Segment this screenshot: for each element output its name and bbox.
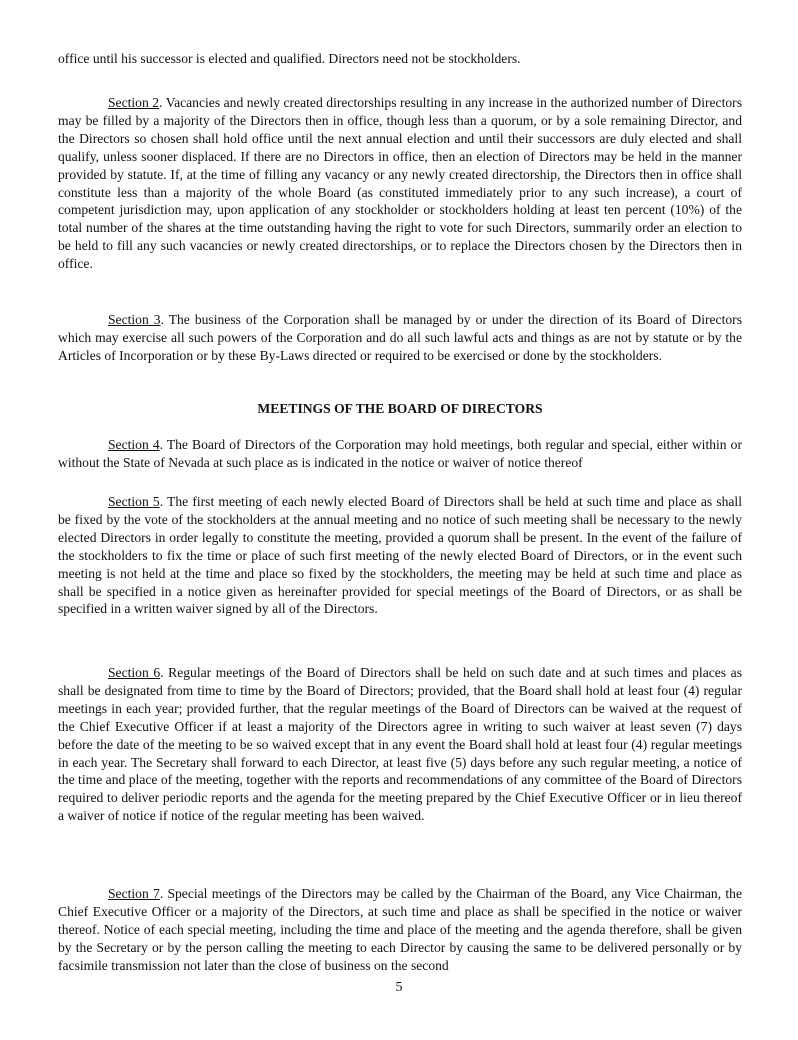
section-6-text: . Regular meetings of the Board of Directors shall be held on such date and at such times and places as shall be designated from time to time by the Board of Directors; provided, that the Board shall hold at least four (4) regular meetings in each year; provided further, that the regular meetings of the Board of Directors can be waived at the request of the Chief Executive Officer if at least a majority of the Directors agree in writing to such waiver at least seven (7) days before the date of the meeting to be so waived except that in any event the Board shall hold at least four (4) regular meetings in each year. The Secretary shall forward to each Director, at least five (5) days before any such regular meeting, a notice of the time and place of the meeting, together with the reports and recommendations of any committee of the Board of Directors required to deliver periodic reports and the agenda for the meeting prepared by the Chief Executive Officer or in lieu thereof a waiver of notice if notice of the regular meeting has been waived.	[58, 665, 742, 824]
section-5-text: . The first meeting of each newly elected Board of Directors shall be held at such time and place as shall be fixed by the vote of the stockholders at the annual meeting and no notice of such meeting shall be necessary to the newly elected Directors in order legally to constitute the meeting, provided a quorum shall be present. In the event of the failure of the stockholders to fix the time or place of such first meeting of the newly elected Board of Directors, or in the event such meeting is not held at the time and place so fixed by the stockholders, the meeting may be held at such time and place as shall be specified in a notice given as hereinafter provided for special meetings of the Board of Directors, or as shall be specified in a written waiver signed by all of the Directors.	[58, 494, 742, 617]
section-4-paragraph	[58, 436, 742, 472]
section-2-paragraph	[58, 94, 742, 273]
section-heading: MEETINGS OF THE BOARD OF DIRECTORS	[257, 401, 543, 416]
section-5-label: Section 5	[108, 494, 160, 509]
section-5-paragraph	[58, 493, 742, 618]
section-7-label: Section 7	[108, 886, 160, 901]
opening-paragraph: office until his successor is elected and qualified. Directors need not be stockholders.	[58, 51, 521, 66]
section-4-label: Section 4	[108, 437, 160, 452]
section-7-text: . Special meetings of the Directors may be called by the Chairman of the Board, any Vice Chairman, the Chief Executive Officer or a majority of the Directors, at such time and place as shall be specified in the notice or waiver thereof. Notice of each special meeting, including the time and place of the meeting and the agenda therefore, shall be given by the Secretary or by the person calling the meeting to each Director by causing the same to be delivered personally or by facsimile transmission not later than the close of business on the second	[58, 886, 742, 973]
section-3-paragraph	[58, 311, 742, 365]
section-2-label: Section 2	[108, 95, 160, 110]
section-3-text: . The business of the Corporation shall be managed by or under the direction of its Board of Directors which may exercise all such powers of the Corporation and do all such lawful acts and things as are not by statute or by the Articles of Incorporation or by these By-Laws directed or required to be exercised or done by the stockholders.	[58, 312, 742, 363]
page-number: 5	[395, 980, 403, 995]
section-7-paragraph	[58, 885, 742, 975]
section-3-label: Section 3	[108, 312, 161, 327]
section-6-paragraph	[58, 664, 742, 825]
section-4-text: . The Board of Directors of the Corporation may hold meetings, both regular and special, either within or without the State of Nevada at such place as is indicated in the notice or waiver of notice thereof	[58, 437, 742, 470]
section-2-text: . Vacancies and newly created directorships resulting in any increase in the authorized number of Directors may be filled by a majority of the Directors then in office, though less than a quorum, or by a sole remaining Director, and the Directors so chosen shall hold office until the next annual election and until their successors are duly elected and shall qualify, unless sooner displaced. If there are no Directors in office, then an election of Directors may be held in the manner provided by statute. If, at the time of filling any vacancy or any newly created directorship, the Directors then in office shall constitute less than a majority of the whole Board (as constituted immediately prior to any such increase), a court of competent jurisdiction may, upon application of any stockholder or stockholders holding at least ten percent (10%) of the total number of the shares at the time outstanding having the right to vote for such Directors, summarily order an election to be held to fill any such vacancies or newly created directorships, or to replace the Directors chosen by the Directors then in office.	[58, 95, 742, 272]
section-6-label: Section 6	[108, 665, 161, 680]
